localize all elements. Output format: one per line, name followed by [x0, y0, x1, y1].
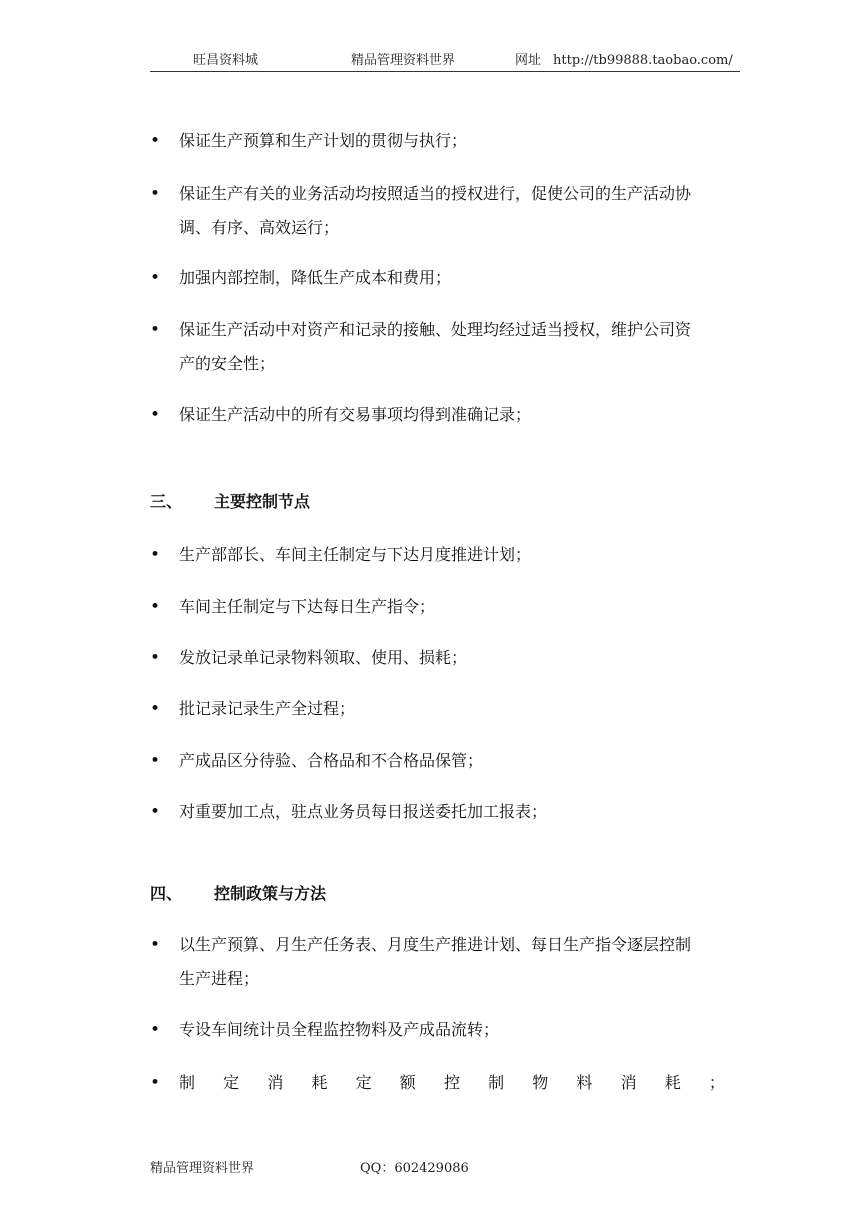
bullet-icon: • [150, 405, 161, 425]
section-3-number: 三、 [150, 492, 183, 511]
list-item-text: 生产部部长、车间主任制定与下达月度推进计划； [179, 545, 532, 564]
bullet-icon: • [150, 1073, 161, 1093]
bullet-icon: • [150, 320, 161, 340]
bullet-icon: • [150, 268, 161, 288]
header-site-url[interactable]: http://tb99888.taobao.com/ [553, 53, 733, 68]
list-item-text-continued: 产的安全性； [179, 354, 276, 373]
char: 耗 [311, 1073, 328, 1092]
section-4-title: 控制政策与方法 [214, 884, 327, 903]
section-4-number: 四、 [150, 884, 183, 903]
char: 物 [532, 1073, 549, 1092]
list-item-text: 保证生产活动中的所有交易事项均得到准确记录； [179, 405, 532, 424]
bullet-icon: • [150, 751, 161, 771]
footer-qq: QQ：602429086 [360, 1161, 469, 1176]
list-item-text: 加强内部控制，降低生产成本和费用； [179, 268, 452, 287]
list-item-text: 专设车间统计员全程监控物料及产成品流转； [179, 1020, 500, 1039]
list-item-text: 保证生产预算和生产计划的贯彻与执行； [179, 131, 468, 150]
list-item-text: 保证生产有关的业务活动均按照适当的授权进行，促使公司的生产活动协 [179, 184, 692, 203]
list-item-text: 对重要加工点，驻点业务员每日报送委托加工报表； [179, 802, 548, 821]
char: ； [708, 1073, 725, 1092]
char: 定 [223, 1073, 240, 1092]
list-item-text: 批记录记录生产全过程； [179, 699, 356, 718]
char: 消 [267, 1073, 284, 1092]
section-3-title: 主要控制节点 [214, 492, 311, 511]
bullet-icon: • [150, 1020, 161, 1040]
bullet-icon: • [150, 935, 161, 955]
list-item-text: 保证生产活动中对资产和记录的接触、处理均经过适当授权，维护公司资 [179, 320, 692, 339]
list-item-text-continued: 调、有序、高效运行； [179, 218, 340, 237]
bullet-icon: • [150, 131, 161, 151]
bullet-icon: • [150, 648, 161, 668]
char: 消 [620, 1073, 637, 1092]
bullet-icon: • [150, 545, 161, 565]
header-rule [150, 71, 740, 72]
footer-title: 精品管理资料世界 [150, 1161, 255, 1176]
char: 额 [399, 1073, 416, 1092]
char: 定 [355, 1073, 372, 1092]
char: 控 [443, 1073, 460, 1092]
bullet-icon: • [150, 699, 161, 719]
char: 耗 [664, 1073, 681, 1092]
header-site-label: 网址 [515, 53, 542, 68]
list-item-text: 以生产预算、月生产任务表、月度生产推进计划、每日生产指令逐层控制 [179, 935, 692, 954]
char: 制 [179, 1073, 196, 1092]
list-item-text-justified [179, 1073, 725, 1093]
char: 料 [576, 1073, 593, 1092]
list-item-text: 车间主任制定与下达每日生产指令； [179, 597, 436, 616]
bullet-icon: • [150, 184, 161, 204]
list-item-text: 产成品区分待验、合格品和不合格品保管； [179, 751, 484, 770]
header-title: 精品管理资料世界 [351, 53, 456, 68]
char: 制 [488, 1073, 505, 1092]
list-item-text-continued: 生产进程； [179, 969, 260, 988]
list-item-text: 发放记录单记录物料领取、使用、损耗； [179, 648, 468, 667]
bullet-icon: • [150, 597, 161, 617]
header-shop-name: 旺昌资料城 [193, 53, 259, 68]
bullet-icon: • [150, 802, 161, 822]
